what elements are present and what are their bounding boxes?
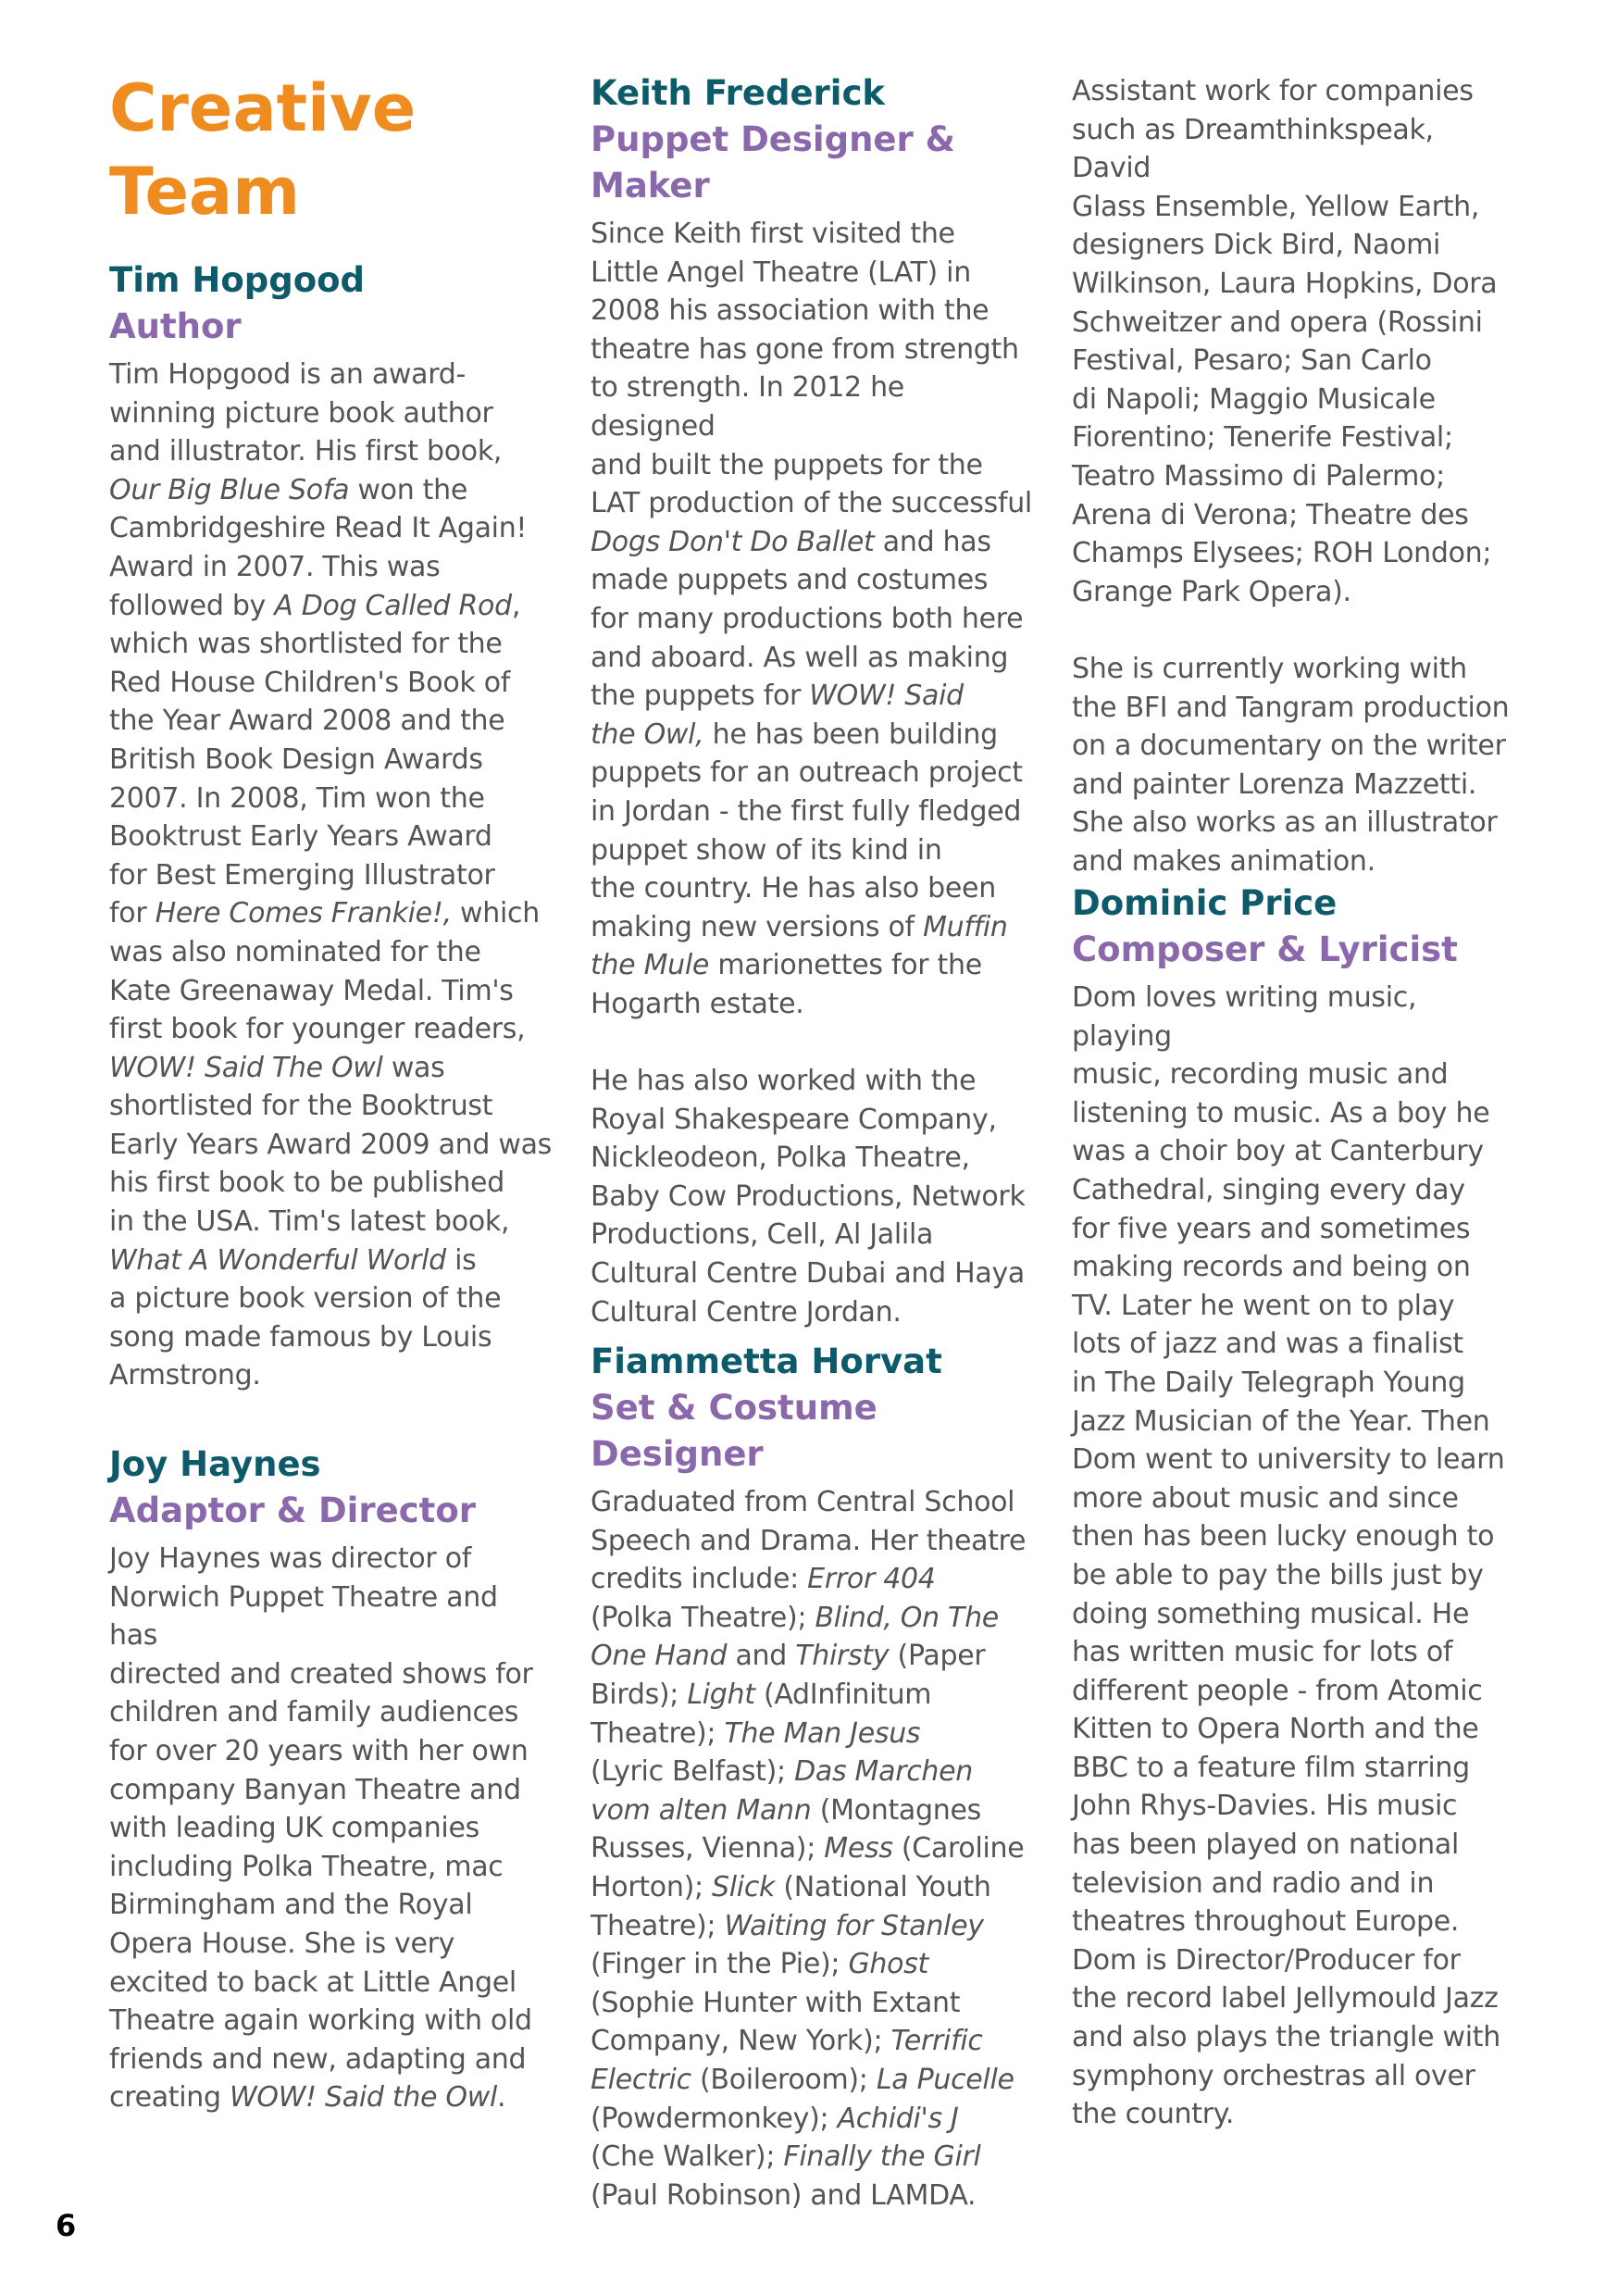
book-title: the Mule xyxy=(591,949,710,982)
bio-line: Graduated from Central School xyxy=(591,1486,1015,1518)
bio-line: Theatre); The Man Jesus xyxy=(591,1716,921,1750)
bio-line: puppet show of its kind in xyxy=(591,833,942,867)
bio-line: for Best Emerging Illustrator xyxy=(109,858,495,892)
person-role: Puppet Designer & Maker xyxy=(591,119,955,206)
bio-line: Tim Hopgood is an award- xyxy=(109,358,466,391)
bio-line: Speech and Drama. Her theatre xyxy=(591,1524,1027,1557)
bio-line: doing something musical. He xyxy=(1072,1597,1470,1630)
bio-line: including Polka Theatre, mac xyxy=(109,1850,504,1883)
bio-line: the record label Jellymould Jazz xyxy=(1072,1982,1499,2015)
person-role: Author xyxy=(109,306,242,346)
person-name: Fiammetta Horvat xyxy=(591,1341,942,1381)
bio-line: vom alten Mann (Montagnes xyxy=(591,1793,981,1827)
bio-line: Electric (Boileroom); La Pucelle xyxy=(591,2063,1014,2096)
bio-line: Fiorentino; Tenerife Festival; xyxy=(1072,421,1453,455)
bio-line: One Hand and Thirsty (Paper xyxy=(591,1640,986,1673)
profile-fiammetta-horvat-continued xyxy=(1072,72,1516,880)
bio-line: song made famous by Louis xyxy=(109,1320,492,1354)
bio-line: (Finger in the Pie); Ghost xyxy=(591,1948,928,1981)
page-title-line-1: Creative xyxy=(109,70,417,146)
bio-line: Baby Cow Productions, Network xyxy=(591,1179,1026,1213)
bio-line: John Rhys-Davies. His music xyxy=(1072,1790,1458,1823)
bio-line: such as Dreamthinkspeak, David xyxy=(1072,113,1434,185)
paragraph-gap xyxy=(591,1023,1035,1062)
bio-line: (Paul Robinson) and LAMDA. xyxy=(591,2178,977,2212)
bio-line: Birds); Light (AdInfinitum xyxy=(591,1678,932,1711)
person-role: Set & Costume Designer xyxy=(591,1388,877,1474)
bio-line: Teatro Massimo di Palermo; xyxy=(1072,459,1445,493)
bio-line: for five years and sometimes xyxy=(1072,1212,1471,1245)
bio-line: 2008 his association with the xyxy=(591,294,989,328)
bio-line: (Che Walker); Finally the Girl xyxy=(591,2140,981,2174)
bio-line: Cultural Centre Jordan. xyxy=(591,1295,902,1329)
bio-line: TV. Later he went on to play xyxy=(1072,1289,1455,1322)
bio-line: Schweitzer and opera (Rossini xyxy=(1072,306,1483,339)
bio-line: Russes, Vienna); Mess (Caroline xyxy=(591,1832,1025,1866)
book-title: WOW! Said The Owl xyxy=(109,1051,383,1084)
bio-line: has been played on national xyxy=(1072,1828,1460,1862)
bio-line: 2007. In 2008, Tim won the xyxy=(109,781,485,815)
profile-keith-frederick xyxy=(591,70,1035,1331)
bio-line: Hogarth estate. xyxy=(591,987,804,1020)
bio-line: listening to music. As a boy he xyxy=(1072,1096,1490,1129)
bio-line: Booktrust Early Years Award xyxy=(109,820,492,854)
bio-line: Red House Children's Book of xyxy=(109,666,511,699)
bio-line: Since Keith first visited the xyxy=(591,218,955,250)
bio-line: Company, New York); Terrific xyxy=(591,2025,983,2058)
bio-line: television and radio and in xyxy=(1072,1866,1435,1900)
bio-line: shortlisted for the Booktrust xyxy=(109,1090,493,1123)
bio-line: Joy Haynes was director of xyxy=(109,1542,472,1575)
bio-line: creating WOW! Said the Owl. xyxy=(109,2081,506,2115)
bio-line: winning picture book author xyxy=(109,396,493,430)
bio-line: credits include: Error 404 xyxy=(591,1563,936,1596)
bio-line: to strength. In 2012 he designed xyxy=(591,371,904,443)
person-bio-continued xyxy=(1072,72,1516,880)
bio-line: has written music for lots of xyxy=(1072,1636,1453,1669)
book-title: the Owl, xyxy=(591,718,704,751)
bio-line: (Powdermonkey); Achidi's J xyxy=(591,2102,959,2135)
bio-line: Dom is Director/Producer for xyxy=(1072,1943,1461,1977)
bio-line: BBC to a feature film starring xyxy=(1072,1751,1470,1784)
bio-line: Award in 2007. This was xyxy=(109,550,441,583)
bio-line: British Book Design Awards xyxy=(109,742,483,776)
bio-line: and illustrator. His first book, xyxy=(109,435,503,468)
person-bio xyxy=(109,356,554,1395)
bio-line: Jazz Musician of the Year. Then xyxy=(1072,1404,1490,1438)
person-role: Adaptor & Director xyxy=(109,1491,476,1530)
bio-line: Cambridgeshire Read It Again! xyxy=(109,512,528,545)
bio-line: music, recording music and xyxy=(1072,1058,1449,1092)
bio-line: Arena di Verona; Theatre des xyxy=(1072,498,1469,531)
bio-line: (Lyric Belfast); Das Marchen xyxy=(591,1755,974,1789)
bio-line: in the USA. Tim's latest book, xyxy=(109,1205,510,1239)
bio-line: excited to back at Little Angel xyxy=(109,1965,517,1999)
bio-line: Horton); Slick (National Youth xyxy=(591,1870,991,1903)
person-name: Joy Haynes xyxy=(109,1444,321,1484)
bio-line: and makes animation. xyxy=(1072,844,1375,878)
book-title: Muffin xyxy=(923,910,1008,943)
person-bio xyxy=(109,1540,554,2117)
book-title: WOW! Said xyxy=(809,680,964,713)
bio-line: She is currently working with xyxy=(1072,652,1467,685)
profile-joy-haynes xyxy=(109,1441,554,2117)
bio-line: a picture book version of the xyxy=(109,1282,502,1316)
book-title: What A Wonderful World xyxy=(109,1243,446,1277)
bio-line: puppets for an outreach project xyxy=(591,756,1023,790)
bio-line: the Year Award 2008 and the xyxy=(109,705,505,738)
bio-line: Kitten to Opera North and the xyxy=(1072,1713,1479,1746)
bio-line: Norwich Puppet Theatre and has xyxy=(109,1580,498,1653)
paragraph-gap xyxy=(1072,611,1516,650)
bio-line: Birmingham and the Royal xyxy=(109,1889,473,1922)
person-name: Keith Frederick xyxy=(591,73,886,113)
bio-line: was a choir boy at Canterbury xyxy=(1072,1135,1484,1168)
bio-line: Our Big Blue Sofa won the xyxy=(109,473,467,506)
bio-line: with leading UK companies xyxy=(109,1812,479,1845)
bio-line: the puppets for WOW! Said xyxy=(591,680,964,713)
bio-line: which was shortlisted for the xyxy=(109,628,503,661)
bio-line: for many productions both here xyxy=(591,602,1024,635)
bio-line: di Napoli; Maggio Musicale xyxy=(1072,382,1436,416)
bio-line: Theatre again working with old xyxy=(109,2004,532,2038)
bio-line: Armstrong. xyxy=(109,1359,261,1392)
book-title: A Dog Called Rod xyxy=(274,589,512,622)
bio-line: theatre has gone from strength xyxy=(591,332,1019,366)
page-number: 6 xyxy=(56,2208,77,2243)
bio-line: and also plays the triangle with xyxy=(1072,2021,1500,2054)
bio-line: the country. He has also been xyxy=(591,872,996,905)
bio-line: designers Dick Bird, Naomi xyxy=(1072,229,1441,262)
bio-line: making records and being on xyxy=(1072,1251,1471,1284)
bio-line: for over 20 years with her own xyxy=(109,1734,529,1767)
bio-line: in The Daily Telegraph Young xyxy=(1072,1366,1465,1399)
bio-line: Early Years Award 2009 and was xyxy=(109,1128,553,1161)
bio-line: symphony orchestras all over xyxy=(1072,2059,1475,2092)
bio-line: Cathedral, singing every day xyxy=(1072,1173,1465,1206)
bio-line: the BFI and Tangram production xyxy=(1072,691,1510,724)
bio-line: was also nominated for the xyxy=(109,935,481,968)
bio-line: Wilkinson, Laura Hopkins, Dora xyxy=(1072,267,1498,300)
bio-line: Little Angel Theatre (LAT) in xyxy=(591,256,971,289)
person-role: Composer & Lyricist xyxy=(1072,930,1458,969)
bio-line: WOW! Said The Owl was xyxy=(109,1051,445,1084)
bio-line: friends and new, adapting and xyxy=(109,2042,527,2076)
bio-line: Glass Ensemble, Yellow Earth, xyxy=(1072,190,1480,223)
bio-line: Cultural Centre Dubai and Haya xyxy=(591,1257,1025,1291)
bio-line: Dom loves writing music, playing xyxy=(1072,981,1417,1053)
book-title: Our Big Blue Sofa xyxy=(109,473,350,506)
profile-tim-hopgood xyxy=(109,257,554,1395)
bio-line: LAT production of the successful xyxy=(591,487,1032,520)
person-name: Tim Hopgood xyxy=(109,260,366,300)
bio-line: the country. xyxy=(1072,2098,1235,2131)
bio-line: Grange Park Opera). xyxy=(1072,575,1351,608)
bio-line: Productions, Cell, Al Jalila xyxy=(591,1218,934,1252)
bio-line: different people - from Atomic xyxy=(1072,1674,1483,1707)
bio-line: Assistant work for companies xyxy=(1072,75,1474,107)
bio-line: company Banyan Theatre and xyxy=(109,1773,521,1806)
bio-line: followed by A Dog Called Rod, xyxy=(109,589,521,622)
bio-line: the Mule marionettes for the xyxy=(591,949,982,982)
bio-line: for Here Comes Frankie!, which xyxy=(109,897,540,930)
bio-line: Champs Elysees; ROH London; xyxy=(1072,537,1492,570)
book-title: Here Comes Frankie!, xyxy=(155,897,452,930)
bio-line: lots of jazz and was a finalist xyxy=(1072,1328,1463,1361)
profile-fiammetta-horvat xyxy=(591,1339,1035,2215)
bio-line: Opera House. She is very xyxy=(109,1927,455,1960)
bio-line: Theatre); Waiting for Stanley xyxy=(591,1909,984,1942)
page-title-line-2: Team xyxy=(109,154,301,230)
page-title xyxy=(109,67,416,233)
bio-line: on a documentary on the writer xyxy=(1072,730,1506,763)
bio-line: What A Wonderful World is xyxy=(109,1243,477,1277)
bio-line: (Polka Theatre); Blind, On The xyxy=(591,1601,999,1634)
bio-line: in Jordan - the first fully fledged xyxy=(591,794,1022,828)
bio-line: theatres throughout Europe. xyxy=(1072,1905,1460,1939)
bio-line: made puppets and costumes xyxy=(591,564,989,597)
bio-line: and built the puppets for the xyxy=(591,448,983,481)
profile-dominic-price xyxy=(1072,880,1516,2134)
bio-line: Kate Greenaway Medal. Tim's xyxy=(109,974,514,1007)
bio-line: Royal Shakespeare Company, xyxy=(591,1103,997,1136)
bio-line: directed and created shows for xyxy=(109,1657,533,1691)
person-bio xyxy=(1072,979,1516,2134)
bio-line: She also works as an illustrator xyxy=(1072,806,1498,840)
book-title: Dogs Don't Do Ballet xyxy=(591,525,875,558)
bio-line: Dom went to university to learn xyxy=(1072,1443,1505,1477)
bio-line: and painter Lorenza Mazzetti. xyxy=(1072,767,1477,801)
person-bio xyxy=(591,215,1035,1331)
person-name: Dominic Price xyxy=(1072,883,1338,923)
bio-line: the Owl, he has been building xyxy=(591,718,998,751)
bio-line: be able to pay the bills just by xyxy=(1072,1558,1484,1591)
bio-line: his first book to be published xyxy=(109,1167,504,1200)
book-title: WOW! Said the Owl xyxy=(230,2081,498,2115)
person-bio xyxy=(591,1483,1035,2215)
bio-line: more about music and since xyxy=(1072,1481,1459,1515)
bio-line: first book for younger readers, xyxy=(109,1013,526,1046)
bio-line: and aboard. As well as making xyxy=(591,641,1009,674)
bio-line: Nickleodeon, Polka Theatre, xyxy=(591,1142,970,1175)
bio-line: Festival, Pesaro; San Carlo xyxy=(1072,344,1432,378)
bio-line: children and family audiences xyxy=(109,1696,519,1729)
bio-line: then has been lucky enough to xyxy=(1072,1520,1495,1554)
bio-line: (Sophie Hunter with Extant xyxy=(591,1986,961,2019)
bio-line: Dogs Don't Do Ballet and has xyxy=(591,525,991,558)
bio-line: He has also worked with the xyxy=(591,1065,977,1098)
bio-line: making new versions of Muffin xyxy=(591,910,1008,943)
